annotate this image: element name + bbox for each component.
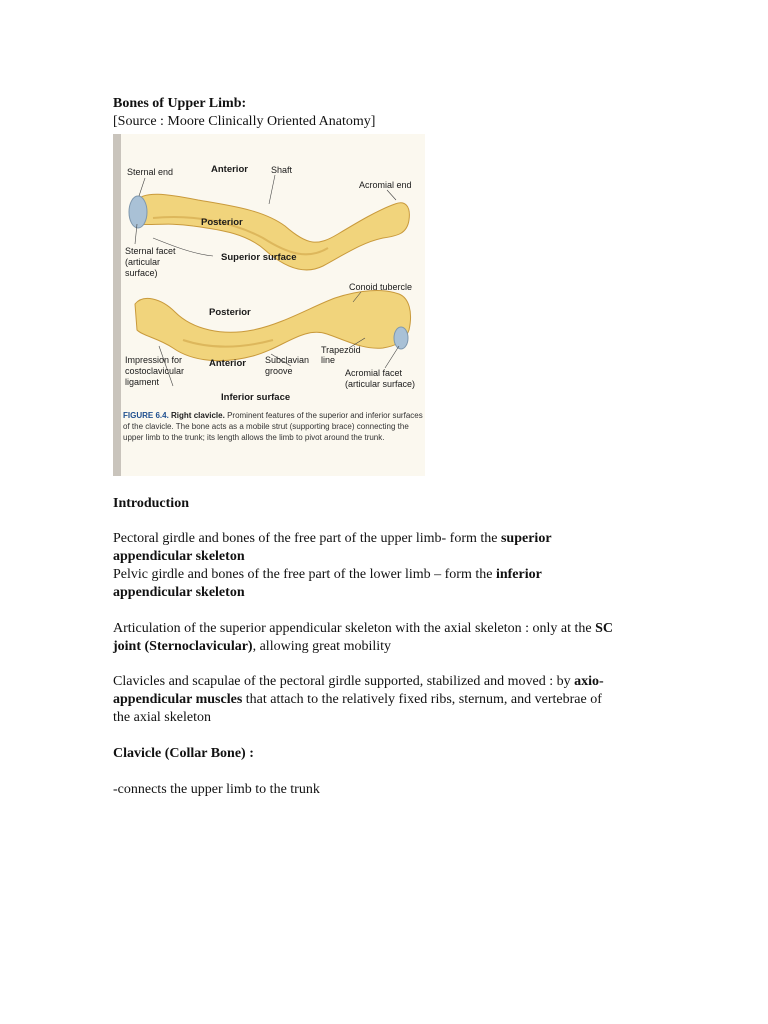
- label-impression-1: Impression for: [125, 355, 183, 365]
- page-title: Bones of Upper Limb:: [113, 96, 247, 111]
- label-sternal-facet-1: Sternal facet: [125, 246, 176, 256]
- label-subclavian-2: groove: [265, 366, 293, 376]
- label-inferior-surface: Inferior surface: [221, 392, 291, 403]
- label-acromial-facet-2: (articular surface): [345, 379, 416, 389]
- clavicle-heading: Clavicle (Collar Bone) :: [113, 746, 254, 761]
- label-trapezoid-2: line: [321, 355, 336, 365]
- label-acromial-facet-1: Acromial facet: [345, 368, 403, 378]
- label-anterior-top: Anterior: [211, 164, 248, 175]
- label-impression-2: costoclavicular: [125, 366, 185, 376]
- label-superior-surface: Superior surface: [221, 252, 297, 263]
- label-conoid-tubercle: Conoid tubercle: [349, 282, 413, 292]
- figure-caption-text: Prominent features of the superior and inferior surfaces of the clavicle. The bone acts as a mobile strut (supporting brace) connecting the upper limb to the trunk; its length allows the limb to pivot around the trunk.: [123, 411, 423, 442]
- label-trapezoid-1: Trapezoid: [321, 345, 361, 355]
- figure-number: FIGURE 6.4.: [123, 411, 169, 420]
- label-posterior-bottom: Posterior: [209, 307, 251, 318]
- label-sternal-facet-2: (articular: [125, 257, 161, 267]
- intro-paragraph-1: Pectoral girdle and bones of the free part of the upper limb- form the superior appendicular skeleton: [113, 531, 552, 564]
- intro-paragraph-4: Clavicles and scapulae of the pectoral girdle supported, stabilized and moved : by axio- appendicular muscles that attach to the relatively fixed ribs, sternum, and vertebrae of the axial skeleton: [113, 674, 604, 725]
- label-shaft: Shaft: [271, 165, 293, 175]
- label-anterior-bottom: Anterior: [209, 358, 246, 369]
- clavicle-figure: [113, 134, 425, 476]
- label-impression-3: ligament: [125, 377, 160, 387]
- source-line: [Source : Moore Clinically Oriented Anatomy]: [113, 114, 376, 129]
- intro-paragraph-2: Pelvic girdle and bones of the free part of the lower limb – form the inferior appendicular skeleton: [113, 567, 542, 600]
- figure-caption: [123, 410, 423, 443]
- clavicle-inferior-view: [135, 291, 411, 361]
- label-posterior-top: Posterior: [201, 217, 243, 228]
- label-acromial-end: Acromial end: [359, 180, 412, 190]
- label-subclavian-1: Subclavian: [265, 355, 310, 365]
- label-sternal-facet-3: surface): [125, 268, 158, 278]
- label-sternal-end: Sternal end: [127, 167, 174, 177]
- clavicle-line-1: -connects the upper limb to the trunk: [113, 782, 320, 797]
- introduction-heading: Introduction: [113, 496, 189, 511]
- figure-title: Right clavicle.: [171, 411, 225, 420]
- intro-paragraph-3: Articulation of the superior appendicular skeleton with the axial skeleton : only at the SC joint (Sternoclavicular), allowing great mobility: [113, 621, 613, 654]
